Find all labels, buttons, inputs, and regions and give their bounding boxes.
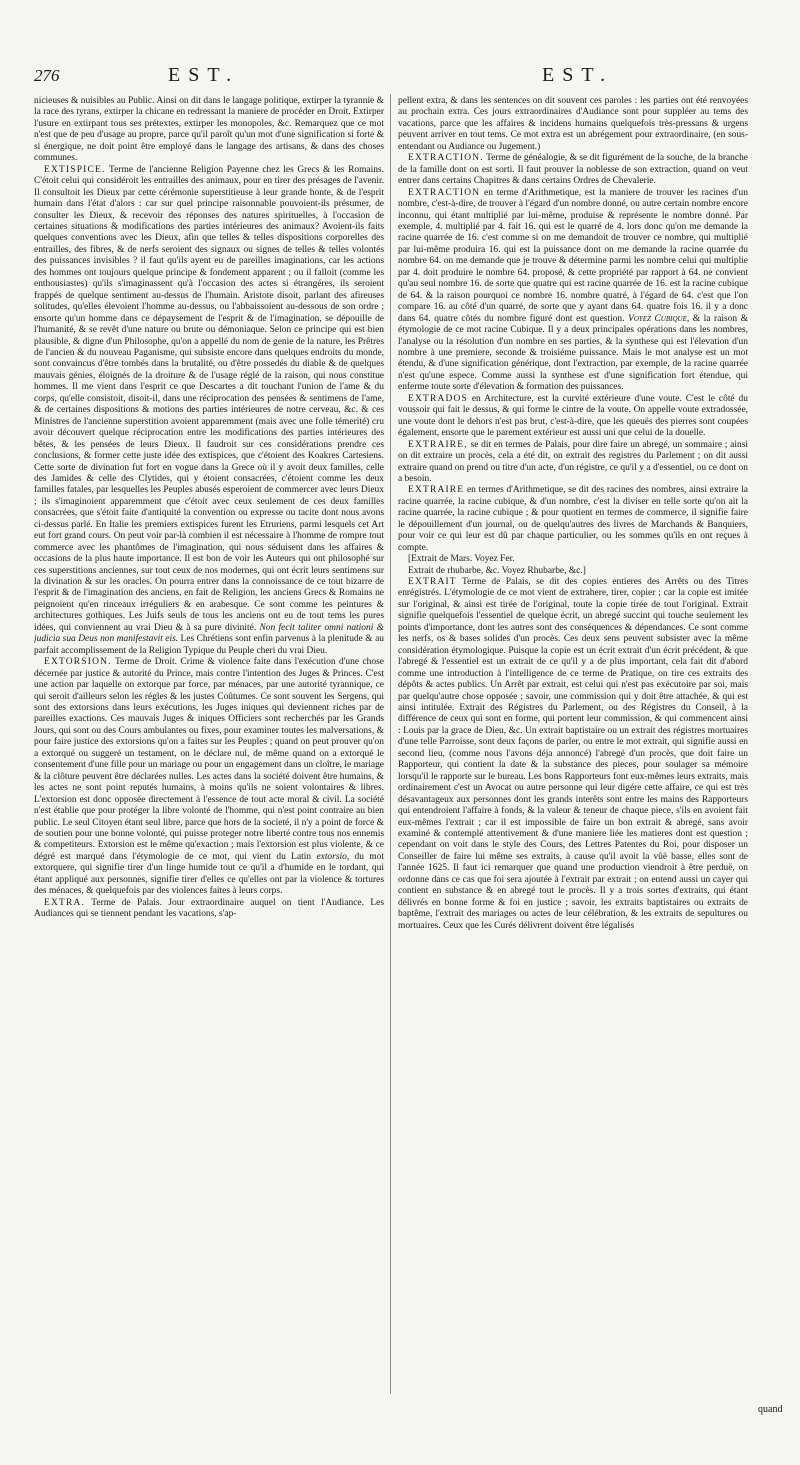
cross-reference: Voyez Cubique [628, 313, 687, 324]
headword: EXTORSION. [44, 657, 112, 668]
headword: EXTRA. [44, 897, 86, 908]
headword: EXTRADOS [408, 393, 468, 404]
headword: EXTRAIT [408, 577, 457, 588]
entry-extraire-arithmetique: EXTRAIRE en termes d'Arithmetique, se dit des racines des nombres, ainsi extraire la racine quarrée, la racine cubique, & d'un nombre, c'est la diviser en telle sorte qu'on ait la racine quarrée, la racine cubique ; & pour quotient en termes de commerce, il signifie faire le dépouillement d'un journal, ou de quelqu'autres des livres de Marchands & Banquiers, pour voir ce qui leur est dû par chaque particulier, ou les sommes qu'ils en ont reçues à compte. [398, 485, 748, 553]
entry-extraire-palais: EXTRAIRE, se dit en termes de Palais, pour dire faire un abregé, un sommaire ; ainsi on dit extraire un procès, cela a été dit, on extrait des registres du Parlement ; on dit aussi extraire quand on prend ou titre d'un acte, d'un régistre, ce qu'il y a d'essentiel, ou ce dont on a besoin. [398, 439, 748, 484]
entry-continuation: pellent extra, & dans les sentences on dit souvent ces paroles : les parties ont été renvoyées au prochain extra. Ces jours extraordinaires d'Audiance sont pour suppléer au tems des vacations, parce que les affaires & incidens humains quelquefois très-pressans & urgens peuvent arriver en tout tems. Ce mot extra est un abrégement pour extraordinaire, (en sous-entendant ou Audiance ou Jugement.) [398, 96, 748, 152]
entry-extraction-arithmetique: EXTRACTION en terme d'Arithmetique, est la maniere de trouver les racines d'un nombre, c'est-à-dire, de trouver à l'égard d'un nombre donné, ou autre certain nombre encore inconnu, qui étant multiplié par lui-même, produise & représente le nombre donné. Par exemple, 4. multiplié par 4. fait 16. qui est le quarré de 4. lors donc qu'on me demande la racine quarrée de 16. c'est comme si on me demandoit de trouver ce nombre, qui multiplié par lui-même produira 16. qui est la puissance dont on me demande la racine quarrée du nombre 64. on me demande que je trouve & détermine parmi les nombre celui qui multiplie par 4. doit produire le nombre 64. proposé, & cette propriété par rapport à 64. ne convient qu'au seul nombre 16. de sorte que quatre qui est racine quarrée de 16. est la racine cubique de 64. & la raison pourquoi ce nombre 16. nombre quatré, à l'égard de 64. c'est que l'on compare 16. au côté d'un quarré, de sorte que y ayant dans 64. quatre fois 16. il y a donc dans 64. quatre côtés du nombre figuré dont est question. Voyez Cubique, & la raison & étymologie de ce mot racine Cubique. Il y a deux principales opérations dans les nombres, l'analyse ou la résolution d'un nombre en ses parties, & la synthese qui est l'élevation d'un nombre à une premiere, seconde & troisiéme puissance. Mais le mot analyse est un mot étendu, & d'une signification générique, dont l'extraction, par exemple, de la racine quarrée n'est qu'une espece. Comme aussi la synthese est d'une signification fort étendue, qui enferme toute sorte d'élevation & formation des puissances. [398, 187, 748, 393]
headword: EXTRAIRE [408, 485, 465, 496]
entry-extrait-de-mars: [Extrait de Mars. Voyez Fer. [408, 554, 515, 565]
page-header [0, 66, 800, 92]
entry-extra: EXTRA. Terme de Palais. Jour extraordinaire auquel on tient l'Audiance. Les Audiances qui se tiennent pendant les vacations, s'ap- [34, 897, 384, 920]
page-number: 276 [34, 66, 60, 85]
headword: EXTRACTION. [408, 153, 484, 164]
catchword: quand [758, 1404, 783, 1415]
headword: EXTISPICE. [44, 164, 106, 175]
left-column [34, 96, 384, 1416]
headword: EXTRAIRE, [408, 439, 468, 450]
column-divider [390, 94, 391, 1394]
entry-continuation: nicieuses & nuisibles au Public. Ainsi on dit dans le langage politique, extirper la tyrannie & la race des tyrans, extirper la chicane en redressant la maniere de procéder en Droit. Extirper l'usure en extirpant tous ses prétextes, extirper les monopoles, &c. Remarquez que ce mot n'est que de peu d'usage au propre, parce qu'il paroît qu'un mot d'une signification si forte & si énergique, ne doit point être employé dans le langage des artisans, & dans des choses communes. [34, 96, 384, 164]
entry-extrait-de-rhubarbe: Extrait de rhubarbe, &c. Voyez Rhubarbe, &c.] [408, 565, 586, 576]
entry-extorsion: EXTORSION. Terme de Droit. Crime & violence faite dans l'exécution d'une chose décernée par justice & autorité du Prince, mais contre l'intention des Juges & Princes. C'est une action par laquelle on extorque par force, par ménaces, par une autorité tyrannique, ce qui seroit d'ailleurs selon les régles & les justes Coûtumes. Ce sont souvent les Sergens, qui sont des extorsions dans leurs exécutions, les Juges iniques qui deviennent riches par de pareilles exactions. Ces mauvais Juges & iniques Officiers sont recherchés par les Grands Jours, qui sont ou des Cours ambulantes ou fixes, pour examiner toutes les malversations, & pour faire justice des extorsions qu'on a faites sur les Peuples ; quand on peut prouver qu'on a extorqué ou suggeré un testament, on le déclare nul, de même quand on a extorqué le consentement d'une fille pour un mariage ou pour un engagement dans un cloître, le mariage & la clôture peuvent être déclarées nulles. Les actes dans la société doivent être humains, & les actes ne sont point reputés humains, à moins qu'ils ne soient volontaires & libres. L'extorsion est donc opposée directement à l'essence de tout acte moral & civil. La société n'est établie que pour protéger la libre volonté de l'homme, qui n'est point contraire au bien public. Le seul Citoyen étant seul libre, parce que hors de la societé, il n'y a point de force & de soutien pour une bonne volonté, qui puisse proteger notre liberté contre tous nos ennemis & competiteurs. Extorsion est le même qu'exaction ; mais l'extorsion est plus violente, & ce dégré est marqué dans l'étymologie de ce mot, qui vient du Latin extorsio, du mot extorquere, qui signifie tirer d'un linge humide tout ce qu'il a d'humide en le tordant, qui étant appliqué aux personnes, signifie tirer d'elles ce qu'elles ont par la violence & tortures des ménaces, & quelquefois par des violences faites à leurs corps. [34, 657, 384, 897]
right-column [398, 96, 748, 1416]
running-head-right: EST. [542, 64, 614, 86]
running-head-left: EST. [168, 64, 240, 86]
entry-extraction-genealogie: EXTRACTION. Terme de généalogie, & se dit figurément de la souche, de la branche de la famille dont on est sorti. Il faut prouver la noblesse de son extraction, quand on veut entrer dans certains Chapitres & dans certains Ordres de Chevalerie. [398, 153, 748, 187]
entry-extispice: EXTISPICE. Terme de l'ancienne Religion Payenne chez les Grecs & les Romains. C'étoit celui qui considéroit les entrailles des animaux, pour en tirer des présages de l'avenir. Il consultoit les Dieux par cette cérémonie superstitieuse à leur grande honte, & de l'esprit humain dans l'état d'alors : car sur quel principe raisonnable pouvoient-ils présumer, de consulter les Dieux, & recevoir des réponses des natures spirituelles, à l'occasion de certaines situations & modifications des parties intérieures des animaux? Avoient-ils faits quelques conventions avec les Dieux, afin que telles & telles dispositions corporelles des entrailles, des fibres, & de nerfs seroient des signaux ou signes de telles & telles volontés des puissances invisibles ? il faut qu'ils ayent eu de pareilles imaginations, car les actions des hommes ont toujours quelque principe & fondement apparent ; ou il falloit (comme les enthousiastes) qu'ils s'imaginassent qu'à l'occasion des actes si étrangéres, ils seroient frappés de quelque sentiment au-dessus de l'humain. Aristote disoit, parlant des afireuses solitudes, qu'elles élevoient l'homme au-dessus, ou l'abbaissoient au-dessous de son ordre ; ensorte qu'un homme dans ce dépaysement de l'esprit & de l'imagination, se dépouille de l'humanité, & se revêt d'une nature ou brute ou démoniaque. Selon ce principe qui est bien plausible, & digne d'un Philosophe, qu'on a appellé du nom de genie de la nature, les Prêtres de l'ancien & du nouveau Paganisme, qui subsiste encore dans quelques endroits du monde, sont convaincus d'être tombés dans la brutalité, ou d'être possedés du diable & de quelques mauvais génies, éloignés de la droiture & de l'usage réglé de la raison, qui nous constitue hommes. Il me vient dans l'esprit ce que Descartes a dit touchant l'union de l'ame & du corps, qu'elle consistoit, disoit-il, dans une réciprocation des pensées & sentimens de l'ame, & de certaines dispositions & motions des parties intérieures de notre cerveau, &c. & ces Ministres de l'ancienne superstition avoient apparemment (mais avec une folle témerité) cru avoir découvert quelque réciprocation entre les modifications des parties intérieures des bêtes, & les pensées de leurs Dieux. Il faudroit sur ces considérations prendre ces conclusions, & former cette juste idée des extispices, que c'étoient des Koakres Cartesiens. Cette sorte de divination fut fort en vogue dans la Grece où il y avoit deux familles, celle des Jamides & celle des Clytides, qui y étoient consacrées, c'étoient comme les deux familles fatales, par lesquelles les Peuples abusés esperoient de commercer avec leurs Dieux ; ils s'imaginoient apparemment que c'étoit avec ceux seulement de ces deux familles consacrées, que s'étoit faite d'antiquité la convention ou expresse ou tacite dont nous avons ci-dessus parlé. En Italie les premiers extispices furent les Etruriens, parmi lesquels cet Art eut fort grand cours. On peut voir par-là combien il est nécessaire à l'homme de rompre tout commerce avec les phantômes de l'imagination, qui nous séduisent dans les affaires & occasions de la plus haute importance. Il est bon de voir les Auteurs qui ont philosophé sur ces superstitions anciennes, sur tout ceux de nos modernes, qui ont écrit leurs sentimens sur la divination & sur les oracles. On pourra entrer dans la connoissance de ce tout bizarre de l'esprit & de l'imagination des anciens, en fait de Religion, les anciens Grecs & Romains ne peignoient qu'en rinceaux irréguliers & en arabesque. Ce sont comme les peintures & architectures gothiques. Les Juifs seuls de tous les anciens ont eu de tout tems les pures idées, qui conviennent au vrai Dieu & à sa pure divinité. Non fecit taliter omni nationi & judicia sua Deus non manifestavit eis. Les Chrétiens sont enfin parvenus à la plenitude & au parfait accomplissement de la Religion Typique du Peuple cheri du vrai Dieu. [34, 164, 384, 656]
entry-extrait-palais: EXTRAIT Terme de Palais, se dit des copies entieres des Arrêts ou des Titres enrégistrés. L'étymologie de ce mot vient de extrahere, tirer, copier ; car la copie est imitée sur l'original, & ainsi est tirée de l'original, toute la copie tirée de tout l'original. Extrait signifie quelquefois l'essentiel de quelque écrit, un abregé succint qui touche seulement les points d'importance, dont les autres sont des conséquences & dépendances. Ce sont comme les nerfs, os & bases solides d'un procès. Ces deux sens peuvent subsister avec la même considération étymologique. Puisque la copie est un écrit extrait d'un écrit précédent, & que l'abregé & l'essentiel est un extrait de ce qu'il y a de plus important, cela fait dit d'abord comme une introduction à l'intelligence de ce terme de Pratique, on tire ces extraits des dépôts & actes publics. Un Arrêt par extrait, est celui qui n'est pas exécutoire par soi, mais par quelqu'autre chose opposée ; savoir, une commission qui y doit être attachée, & qui est ainsi intitulée. Extrait des Régistres du Parlement, ou des Régistres du Conseil, à la différence de ceux qui sont en forme, qui portent leur commission, & qui commencent ainsi : Louis par la grace de Dieu, &c. Un extrait baptistaire ou un extrait des régistres mortuaires d'une telle Parroisse, sont deux façons de parler, ou entre le mot extrait, qui signifie aussi en second lieu, (comme nous l'avons déja annoncé) l'abregé d'un procès, que doit faire un Rapporteur, qui contient la date & la substance des pieces, pour soulager sa mémoire lorsqu'il le rapporte sur le bureau. Les bons Rapporteurs font eux-mêmes leurs extraits, mais ordinairement c'est un Avocat ou autre personne qui leur digére cette affaire, ce qui est très désavantageux aux personnes dont les grands interêts sont entre les mains des Rapporteurs qui entendroient l'affaire à fonds, & la valeur & teneur de chaque piece, s'ils en avoient fait eux-mêmes l'extrait ; car il est impossible de faire un bon extrait & abregé, sans avoir examiné & contemplé attentivement & d'une maniere liée les matieres dont est question ; cependant on voit dans le style des Cours, des Lettres Patentes du Roi, pour disposer un Conseiller de faire lui même ses extraits, à cause qu'il avoit la vûë basse, elles sont de l'année 1625. Il faut ici remarquer que quand une production viendroit à être perduë, on ordonne dans ce cas que foi sera ajoutée à l'extrait par extrait ; on entend aussi un cayer qui contient en substance & en abregé tout le procès. Il y a trois sortes d'extraits, qui étant délivrés en bonne forme & foi en justice ; savoir, les extraits baptistaires ou extraits de baptême, l'extrait des mariages ou actes de leur célébration, & les extraits de sepultures ou mortuaires. Ceux que les Curés délivrent doivent être légalisés [398, 577, 748, 931]
entry-extrados: EXTRADOS en Architecture, est la curvité extérieure d'une voute. C'est le côté du voussoir qui fait le dessus, & qui forme le cintre de la voute. On appelle voute extradossée, une voute dont le dehors n'est pas brut, c'est-à-dire, que les queuës des pierres sont coupées également, ensorte que le parement extérieur est aussi uni que celui de la douelle. [398, 393, 748, 439]
headword: EXTRACTION [408, 187, 481, 198]
